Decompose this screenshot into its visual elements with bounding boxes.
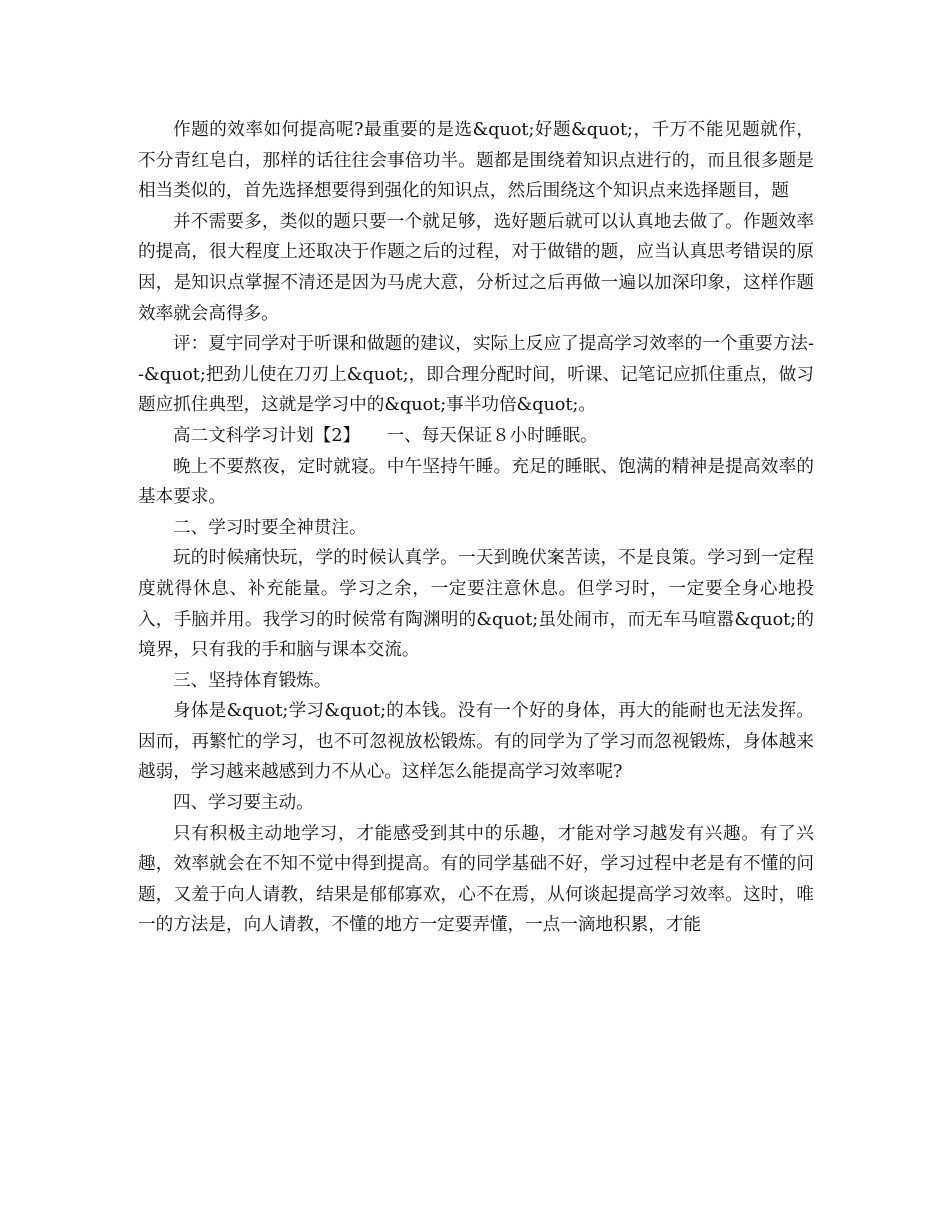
document-body [138,115,814,941]
section-heading-4: 四、学习要主动。 [173,793,314,814]
section-heading-2: 二、学习时要全神贯注。 [173,517,367,538]
section-heading-3: 三、坚持体育锻炼。 [173,670,332,691]
paragraph-7: 玩的时候痛快玩，学的时候认真学。一天到晚伏案苦读，不是良策。学习到一定程度就得休息、补充能量。学习之余，一定要注意休息。但学习时，一定要全身心地投入，手脑并用。我学习的时候常有陶渊明的&quot;虽处闹市，而无车马喧嚣&quot;的境界，只有我的手和脑与课本交流。 [138,548,814,661]
section-heading-plan-2: 高二文科学习计划【2】 一、每天保证８小时睡眠。 [173,425,598,446]
paragraph-1: 作题的效率如何提高呢?最重要的是选&quot;好题&quot;，千万不能见题就作，不分青红皂白，那样的话往往会事倍功半。题都是围绕着知识点进行的，而且很多题是相当类似的，首先选择想要得到强化的知识点，然后围绕这个知识点来选择题目，题 [138,120,814,202]
paragraph-9: 身体是&quot;学习&quot;的本钱。没有一个好的身体，再大的能耐也无法发挥。因而，再繁忙的学习，也不可忽视放松锻炼。有的同学为了学习而忽视锻炼，身体越来越弱，学习越来越感到力不从心。这样怎么能提高学习效率呢? [138,701,814,783]
paragraph-2: 并不需要多，类似的题只要一个就足够，选好题后就可以认真地去做了。作题效率的提高，很大程度上还取决于作题之后的过程，对于做错的题，应当认真思考错误的原因，是知识点掌握不清还是因为马虎大意，分析过之后再做一遍以加深印象，这样作题效率就会高得多。 [138,211,814,324]
paragraph-5: 晚上不要熬夜，定时就寝。中午坚持午睡。充足的睡眠、饱满的精神是提高效率的基本要求。 [138,456,814,508]
paragraph-11: 只有积极主动地学习，才能感受到其中的乐趣，才能对学习越发有兴趣。有了兴趣，效率就会在不知不觉中得到提高。有的同学基础不好，学习过程中老是有不懂的问题，又羞于向人请教，结果是郁郁寡欢，心不在焉，从何谈起提高学习效率。这时，唯一的方法是，向人请教，不懂的地方一定要弄懂，一点一滴地积累，才能 [138,823,814,936]
paragraph-3: 评：夏宇同学对于听课和做题的建议，实际上反应了提高学习效率的一个重要方法--&quot;把劲儿使在刀刃上&quot;，即合理分配时间，听课、记笔记应抓住重点，做习题应抓住典型，这就是学习中的&quot;事半功倍&quot;。 [138,334,814,416]
